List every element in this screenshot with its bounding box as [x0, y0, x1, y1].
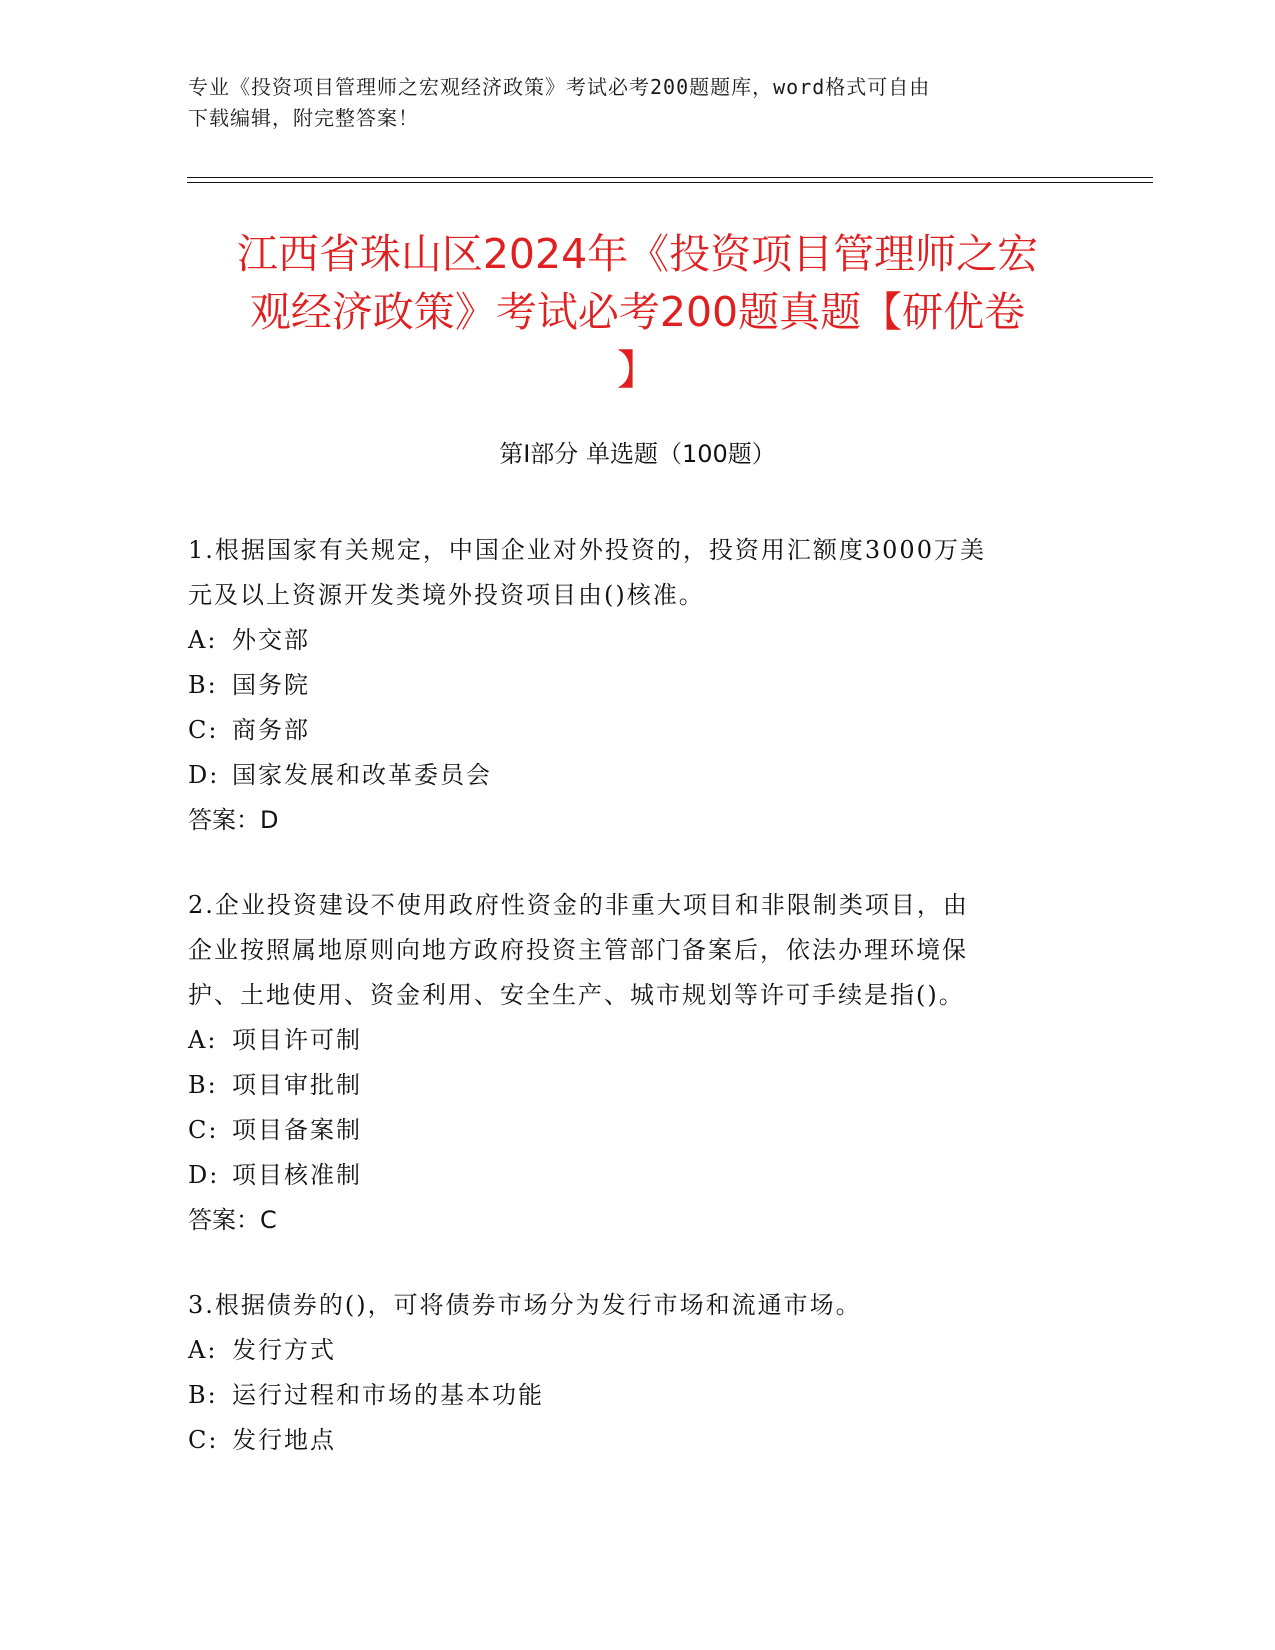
- option-text: 项目许可制: [232, 1026, 362, 1054]
- option-letter: C:: [188, 1116, 219, 1144]
- question-1: [188, 528, 1068, 843]
- document-title: [160, 225, 1115, 399]
- option-text: 商务部: [232, 716, 310, 744]
- option-text: 国家发展和改革委员会: [232, 761, 492, 789]
- question-stem-line: 2.企业投资建设不使用政府性资金的非重大项目和非限制类项目，由: [188, 891, 969, 919]
- option-d: [188, 1153, 1068, 1198]
- option-b: [188, 1063, 1068, 1108]
- option-text: 发行方式: [232, 1336, 336, 1364]
- title-line-3: 】: [617, 346, 658, 394]
- option-b: [188, 663, 1068, 708]
- option-letter: B:: [188, 1381, 218, 1409]
- question-2: [188, 883, 1068, 1243]
- option-letter: A:: [188, 626, 218, 654]
- option-letter: C:: [188, 716, 219, 744]
- question-stem-line: 3.根据债券的()，可将债券市场分为发行市场和流通市场。: [188, 1291, 862, 1319]
- header-note-line-2: 下载编辑，附完整答案！: [188, 106, 419, 130]
- option-a: [188, 1328, 1068, 1373]
- option-text: 项目审批制: [232, 1071, 362, 1099]
- option-c: [188, 1108, 1068, 1153]
- header-divider-top: [187, 177, 1153, 178]
- question-3: [188, 1283, 1068, 1463]
- option-b: [188, 1373, 1068, 1418]
- header-note-line-1: 专业《投资项目管理师之宏观经济政策》考试必考200题题库，word格式可自由: [188, 75, 931, 99]
- option-c: [188, 1418, 1068, 1463]
- question-list: [188, 528, 1068, 1503]
- answer: 答案：D: [188, 806, 279, 834]
- option-c: [188, 708, 1068, 753]
- question-stem-line: 企业按照属地原则向地方政府投资主管部门备案后，依法办理环境保: [188, 936, 968, 964]
- question-stem-line: 元及以上资源开发类境外投资项目由()核准。: [188, 581, 705, 609]
- option-d: [188, 753, 1068, 798]
- option-text: 项目备案制: [232, 1116, 362, 1144]
- question-stem-line: 护、土地使用、资金利用、安全生产、城市规划等许可手续是指()。: [188, 981, 965, 1009]
- title-line-1: 江西省珠山区2024年《投资项目管理师之宏: [236, 230, 1039, 278]
- option-letter: B:: [188, 671, 218, 699]
- section-title: 第Ⅰ部分 单选题（100题）: [499, 440, 776, 468]
- question-stem-line: 1.根据国家有关规定，中国企业对外投资的，投资用汇额度3000万美: [188, 536, 986, 564]
- answer: 答案：C: [188, 1206, 277, 1234]
- option-a: [188, 1018, 1068, 1063]
- option-text: 外交部: [232, 626, 310, 654]
- option-letter: A:: [188, 1026, 218, 1054]
- option-letter: D:: [188, 761, 220, 789]
- option-letter: A:: [188, 1336, 218, 1364]
- title-line-2: 观经济政策》考试必考200题真题【研优卷: [249, 288, 1026, 336]
- header-divider-bottom: [187, 182, 1153, 183]
- option-text: 项目核准制: [232, 1161, 362, 1189]
- option-letter: B:: [188, 1071, 218, 1099]
- option-text: 运行过程和市场的基本功能: [232, 1381, 544, 1409]
- option-letter: C:: [188, 1426, 219, 1454]
- option-letter: D:: [188, 1161, 220, 1189]
- option-a: [188, 618, 1068, 663]
- option-text: 国务院: [232, 671, 310, 699]
- header-note: [188, 72, 1088, 134]
- option-text: 发行地点: [232, 1426, 336, 1454]
